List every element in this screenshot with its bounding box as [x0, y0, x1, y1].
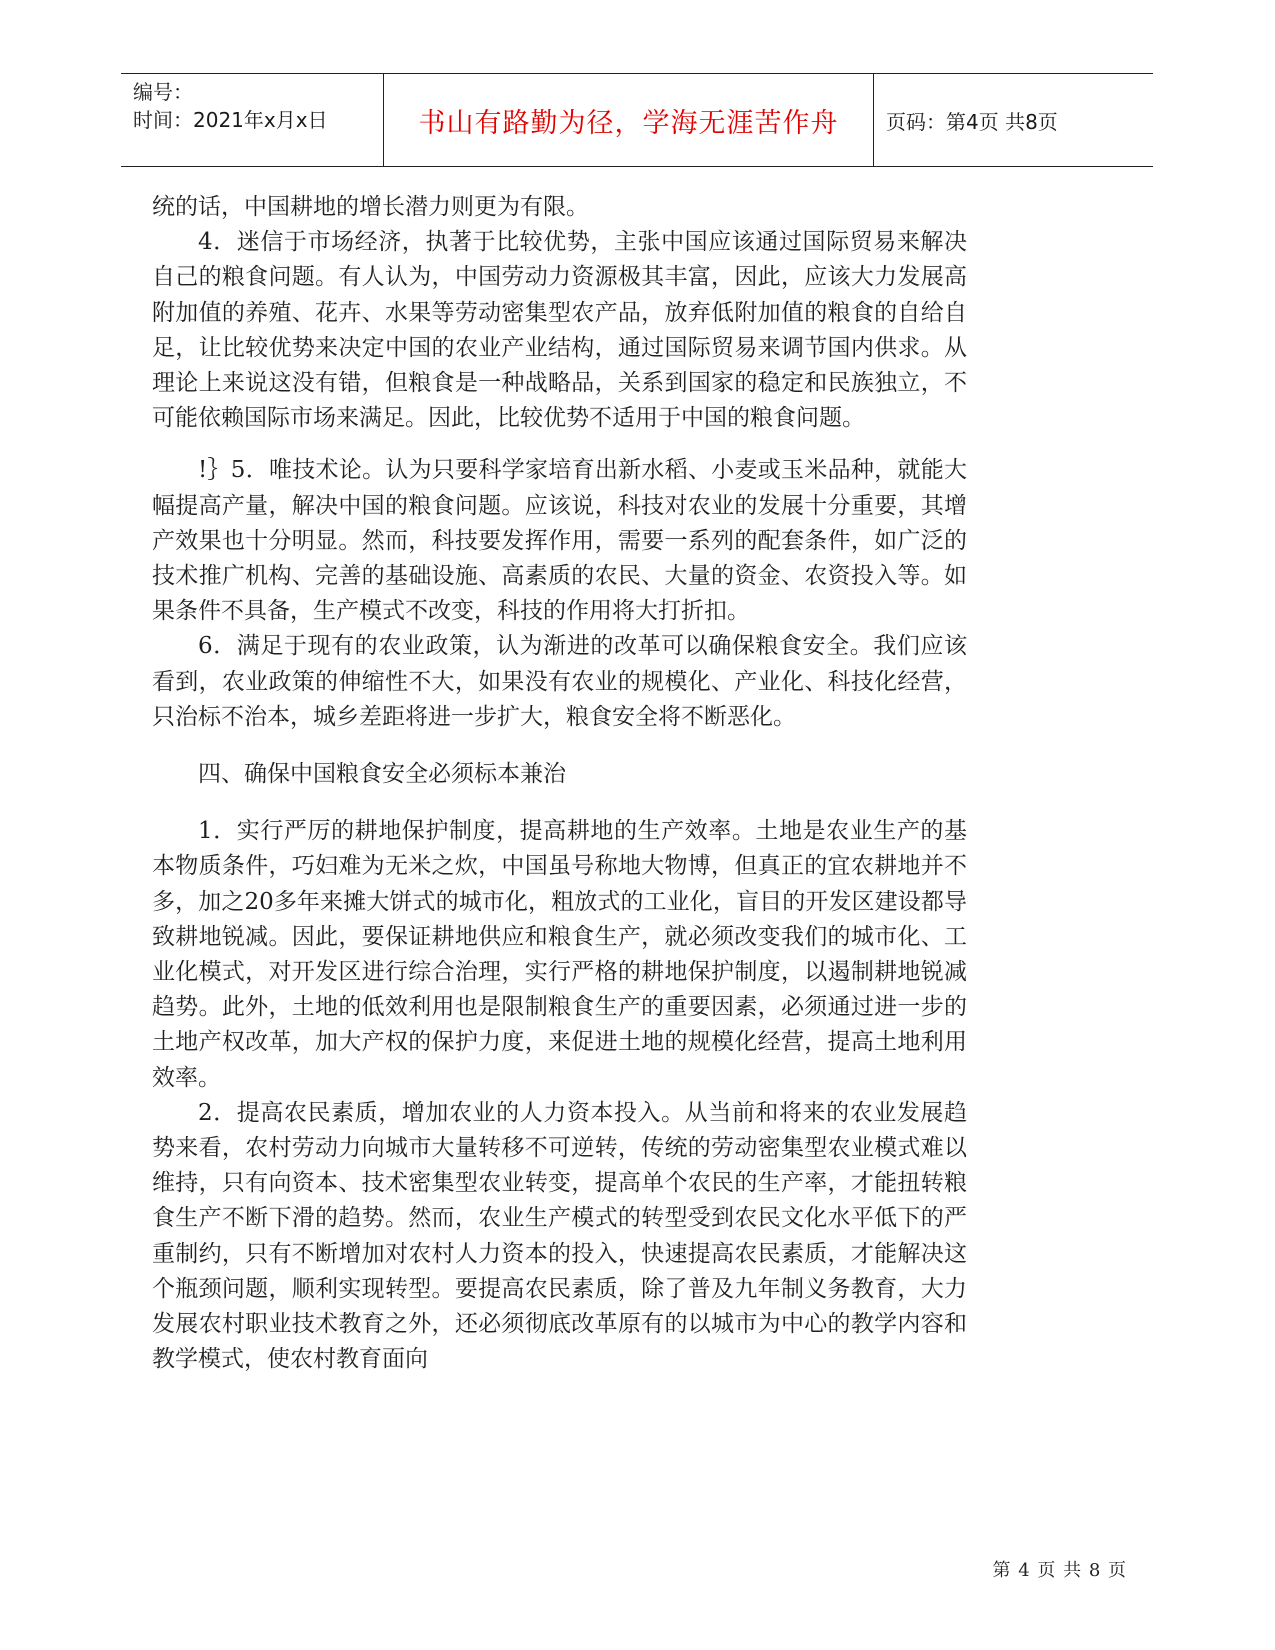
- document-number-label: 编号：: [133, 80, 193, 104]
- paragraph-item-1: 1．实行严厉的耕地保护制度，提高耕地的生产效率。土地是农业生产的基本物质条件，巧妇难为无米之炊，中国虽号称地大物博，但真正的宜农耕地并不多，加之20多年来摊大饼式的城市化，粗放式的工业化，盲目的开发区建设都导致耕地锐减。因此，要保证耕地供应和粮食生产，就必须改变我们的城市化、工业化模式，对开发区进行综合治理，实行严格的耕地保护制度，以遏制耕地锐减趋势。此外，土地的低效利用也是限制粮食生产的重要因素，必须通过进一步的土地产权改革，加大产权的保护力度，来促进土地的规模化经营，提高土地利用效率。: [152, 818, 967, 1091]
- header-page-cell: [874, 74, 1153, 166]
- paragraph-item-4: 4．迷信于市场经济，执著于比较优势，主张中国应该通过国际贸易来解决自己的粮食问题。有人认为，中国劳动力资源极其丰富，因此，应该大力发展高附加值的养殖、花卉、水果等劳动密集型农产品，放弃低附加值的粮食的自给自足，让比较优势来决定中国的农业产业结构，通过国际贸易来调节国内供求。从理论上来说这没有错，但粮食是一种战略品，关系到国家的稳定和民族独立，不可能依赖国际市场来满足。因此，比较优势不适用于中国的粮食问题。: [152, 229, 967, 432]
- document-time-label: 时间：2021年x月x日: [133, 108, 328, 132]
- header-motto: 书山有路勤为径，学海无涯苦作舟: [418, 107, 839, 139]
- section-heading: 四、确保中国粮食安全必须标本兼治: [198, 761, 566, 788]
- header-page-number: 页码：第4页 共8页: [886, 109, 1058, 134]
- paragraph-continuation: 统的话，中国耕地的增长潜力则更为有限。: [152, 194, 589, 220]
- paragraph-item-6: 6．满足于现有的农业政策，认为渐进的改革可以确保粮食安全。我们应该看到，农业政策的伸缩性不大，如果没有农业的规模化、产业化、科技化经营，只治标不治本，城乡差距将进一步扩大，粮食安全将不断恶化。: [152, 633, 967, 730]
- document-header: [121, 73, 1153, 167]
- paragraph-item-5: !｝5．唯技术论。认为只要科学家培育出新水稻、小麦或玉米品种，就能大幅提高产量，解决中国的粮食问题。应该说，科技对农业的发展十分重要，其增产效果也十分明显。然而，科技要发挥作用，需要一系列的配套条件，如广泛的技术推广机构、完善的基础设施、高素质的农民、大量的资金、农资投入等。如果条件不具备，生产模式不改变，科技的作用将大打折扣。: [152, 457, 967, 625]
- page-footer: 第 4 页 共 8 页: [992, 1560, 1127, 1581]
- document-body: [152, 190, 967, 1378]
- paragraph-item-2: 2．提高农民素质，增加农业的人力资本投入。从当前和将来的农业发展趋势来看，农村劳动力向城市大量转移不可逆转，传统的劳动密集型农业模式难以维持，只有向资本、技术密集型农业转变，提高单个农民的生产率，才能扭转粮食生产不断下滑的趋势。然而，农业生产模式的转型受到农民文化水平低下的严重制约，只有不断增加对农村人力资本的投入，快速提高农民素质，才能解决这个瓶颈问题，顺利实现转型。要提高农民素质，除了普及九年制义务教育，大力发展农村职业技术教育之外，还必须彻底改革原有的以城市为中心的教学内容和教学模式，使农村教育面向: [152, 1099, 967, 1373]
- header-meta-cell: [121, 74, 384, 166]
- header-motto-cell: [384, 74, 874, 166]
